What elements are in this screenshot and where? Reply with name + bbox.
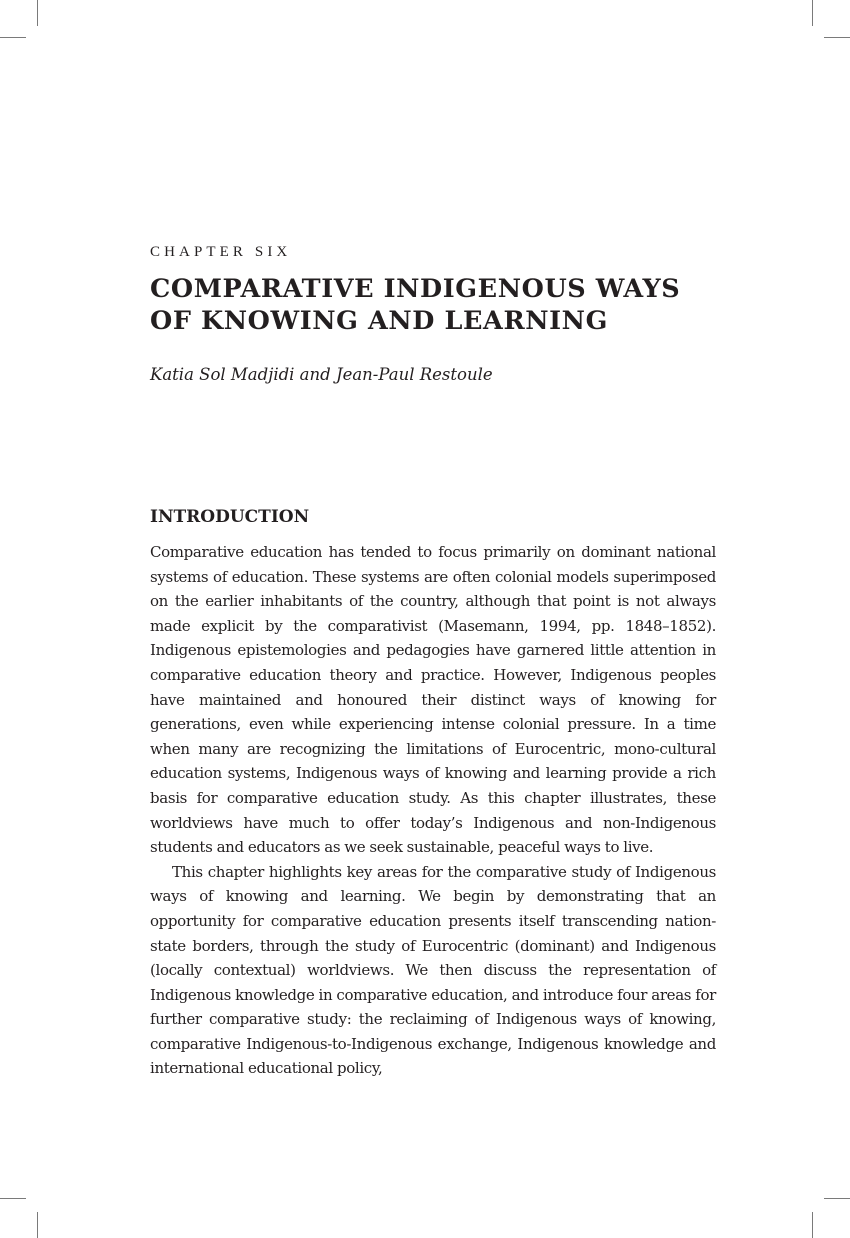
crop-mark-bottom-left-vertical — [37, 1212, 38, 1238]
paragraph-1: Comparative education has tended to focus primarily on dominant national systems of education. These systems are often colonial models superimposed on the earlier inhabitants of the country, although that point is not always made explicit by the comparativist (Masemann, 1994, pp. 1848–1852). Indigenous epistemologies and pedagogies have garnered little attention in comparative education theory and practice. However, Indigenous peoples have maintained and honoured their distinct ways of knowing for generations, even while experiencing intense colonial pressure. In a time when many are recognizing the limitations of Eurocentric, mono-cultural education systems, Indigenous ways of knowing and learning provide a rich basis for comparative education study. As this chapter illustrates, these worldviews have much to offer today’s Indigenous and non-Indigenous students and educators as we seek sustainable, peaceful ways to live. — [150, 543, 716, 857]
chapter-title — [150, 273, 750, 337]
section-heading: INTRODUCTION — [150, 507, 310, 527]
chapter-title-line-1: COMPARATIVE INDIGENOUS WAYS — [150, 274, 681, 304]
chapter-title-line-2: OF KNOWING AND LEARNING — [150, 306, 608, 336]
crop-mark-bottom-right-vertical — [812, 1212, 813, 1238]
chapter-authors: Katia Sol Madjidi and Jean-Paul Restoule — [150, 365, 493, 384]
paragraph-2: This chapter highlights key areas for the comparative study of Indigenous ways of knowing and learning. We begin by demonstrating that an opportunity for comparative education presents itself transcending nation-state borders, through the study of Eurocentric (dominant) and Indigenous (locally contextual) worldviews. We then discuss the representation of Indigenous knowledge in comparative education, and introduce four areas for further comparative study: the reclaiming of Indigenous ways of knowing, comparative Indigenous-to-Indigenous exchange, Indigenous knowledge and international educational policy, — [150, 862, 716, 1078]
chapter-label: CHAPTER SIX — [150, 244, 292, 260]
crop-mark-bottom-left-horizontal — [0, 1198, 26, 1199]
crop-mark-top-right-horizontal — [824, 37, 850, 38]
crop-mark-top-left-vertical — [37, 0, 38, 26]
crop-mark-top-left-horizontal — [0, 37, 26, 38]
crop-mark-bottom-right-horizontal — [824, 1198, 850, 1199]
crop-mark-top-right-vertical — [812, 0, 813, 26]
body-text — [150, 540, 716, 1081]
